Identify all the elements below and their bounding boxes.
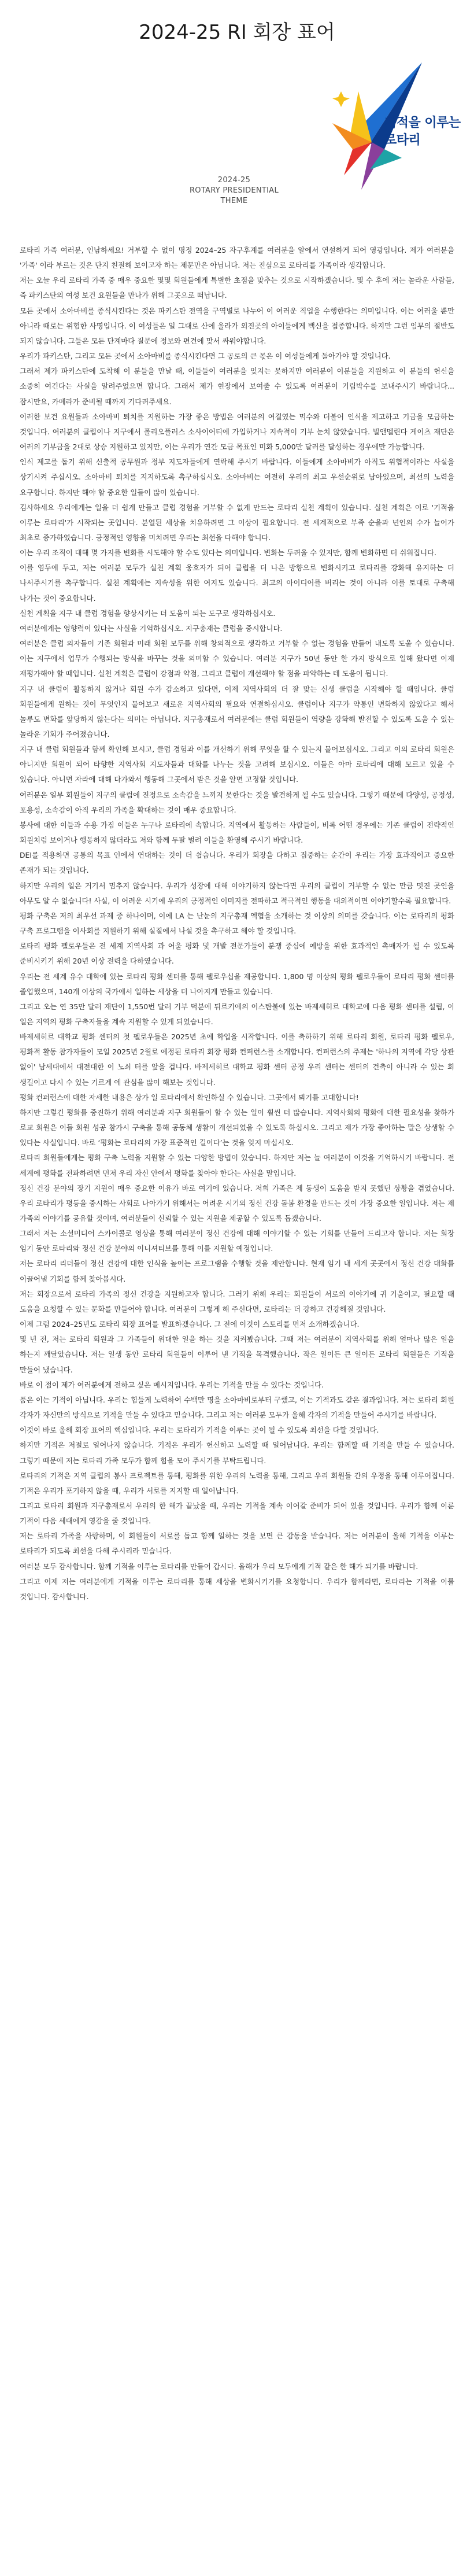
speech-paragraph: 그리고 오는 연 35만 달러 재단이 1,550번 달러 기부 덕분에 튀르키에의 이스탄불에 있는 바제세히르 대학교에 다음 평화 센터를 설립, 이 일은 지역의 평화 구축자들을 계속 지원할 수 있게 되었습니다. <box>20 1002 454 1026</box>
speech-paragraph: 바제세히르 대학교 평화 센터의 첫 펠로우들은 2025년 초에 학업을 시작합니다. 이를 축하하기 위해 로타리 회원, 로타리 평화 펠로우, 평화적 활동 참가자들이 모일 2025년 2월로 예정된 로타리 회장 평화 컨퍼런스를 소개합니다. 컨퍼런스의 주제는 '하나의 지역에 각당 상관 없이' 남세대에서 대전대한 이 노쇠 터를 앞을 겁니다. 바제세히르 대학교 평화 센터 공정 우리 센터는 센터의 건축이 아니라 수 있는 회 생길이고 다시 수 있는 기르게 에 관심을 많이 해보는 것입니다. <box>20 1032 454 1087</box>
theme-banner <box>0 51 474 224</box>
speech-paragraph: DEI를 적용하면 공통의 목표 인에서 연대하는 것이 더 쉽습니다. 우리가 회장을 다하고 집중하는 순간이 우리는 가장 효과적이고 중요한 존재가 되는 것입니다. <box>20 851 454 875</box>
speech-paragraph: 그리고 이제 저는 여러분에게 기적을 이루는 로타리를 통해 세상을 변화시키기를 요청합니다. 우리가 함께라면, 로타리는 기적을 이룰 것입니다. 감사합니다. <box>20 1577 454 1601</box>
speech-body <box>20 243 454 1604</box>
speech-paragraph: 여러분에게는 영향력이 있다는 사실을 기억하십시오. 지구총재는 클럽을 중시합니다. <box>20 623 283 633</box>
speech-paragraph: 이는 우리 조직이 대해 몇 가지를 변화를 시도해야 할 수도 있다는 의미입니다. 변화는 두려울 수 있지만, 함께 변화하면 더 쉬워집니다. <box>20 548 437 558</box>
speech-paragraph: 평화 구축은 저의 최우선 과제 중 하나이며, 이에 LA 는 난눈의 지구총재 엑협을 소개하는 것 이상의 의미를 갖습니다. 이는 로타리의 평화 구축 프로그램을 이사회를 지원하기 위해 실질에서 나설 것을 촉구하고 해야 할 것입니다. <box>20 911 454 936</box>
speech-paragraph: 로타리 평화 펠로우들은 전 세계 지역사회 과 어울 평화 및 개발 전문가들이 분쟁 중심에 예방을 위한 효과적인 촉매자가 될 수 있도록 준비시키기 위해 20년 이상 전력을 다하였습니다. <box>20 942 454 966</box>
speech-paragraph: 저는 로타리 리더들이 정신 건강에 대한 인식을 높이는 프로그램을 수행할 것을 제안합니다. 현재 임기 내 세계 곳곳에서 정신 건강 대화를 이끌어낼 기회를 함께 찾아봅시다. <box>20 1259 454 1283</box>
speech-paragraph: 모든 곳에서 소아마비를 종식시킨다는 것은 파키스탄 전역을 구역별로 나누어 이 여러운 직업을 수행한다는 의미입니다. 이는 여러울 뿐만 아니라 때로는 위험한 사명입니다. 이 여성들은 일 그대로 산에 올라가 외진곳의 아이들에게 백신을 접종합니다. 하지만 그런 임무의 절반도 되지 않습니다. 그들은 모든 단계마다 질문에 정보와 편견에 맞서 싸워야합니다. <box>20 306 454 345</box>
speech-paragraph: 그래서 저는 소셜미디어 스카이콜로 영상을 통해 여러분이 정신 건강에 대해 이야기할 수 있는 기회를 만들어 드리고자 합니다. 저는 회장 임기 동안 로타리와 정신 건강 분야의 이니셔티브를 통해 이를 지원할 예정입니다. <box>20 1229 454 1253</box>
speech-paragraph: 이제 그럼 2024–25년도 로타리 회장 표어를 발표하겠습니다. 그 전에 이것이 스토리를 먼저 소개하겠습니다. <box>20 1320 360 1329</box>
speech-paragraph: 봉사에 대한 이들과 수용 가짐 이들은 누구나 로타리에 속합니다. 지역에서 활동하는 사람들이, 비록 어떤 경우에는 기존 클럽이 전략적인 회원처럼 보이거나 행동하지 않더라도 저와 함께 두팔 벌려 이들을 환영해 주시기 바랍니다. <box>20 820 454 845</box>
speech-paragraph: 로타리의 기적은 지역 클럽의 봉사 프로젝트를 통해, 평화를 위한 우리의 노력을 통해, 그리고 우리 회원들 간의 우정을 통해 이루어집니다. 기적은 우리가 포기하지 않을 때, 우리가 서로를 지지할 때 일어납니다. <box>20 1471 454 1495</box>
theme-logo-text <box>384 115 461 149</box>
speech-paragraph: 몇 년 전, 저는 로타리 회원과 그 가족들이 위대한 일을 하는 것을 지켜봤습니다. 그때 저는 여러분이 지역사회를 위해 얼마나 많은 일을 하는지 깨달았습니다. 저는 일생 동안 로타리 회원들이 이루어 낸 기적을 목격했습니다. 작은 일이든 큰 일이든 로타리 회원들은 기적을 만들어 냈습니다. <box>20 1335 454 1374</box>
speech-paragraph: 하지만 그렇긴 평화를 중진하기 위해 여러분과 지구 회원들이 할 수 있는 일이 훨씬 더 많습니다. 지역사회의 평화에 대한 필요성을 찾하가 로교 회원은 이들 회원 성공 참가시 구축을 통해 공동체 생활이 개선되었을 수 있도록 하십시오. 그리고 제가 가장 좋아하는 말은 상생할 수 있다는 사실입니다. 바로 ‘평화는 로타리의 가장 표준적인 길이다’는 것을 잊지 마십시오. <box>20 1108 454 1147</box>
theme-english-line-2: THEME <box>220 197 248 205</box>
speech-paragraph: 평화 컨퍼런스에 대한 자세한 내용은 상가 일 로타리에서 확인하실 수 있습니다. 그곳에서 뵈기를 고대합니다! <box>20 1093 359 1102</box>
theme-logo-line-1: 기적을 이루는 <box>384 116 461 130</box>
speech-paragraph: 정신 건강 분야의 장기 지원이 매우 중요한 이유가 바로 여기에 있습니다. 저희 가족은 제 동생이 도움을 받지 못했던 상황을 겪었습니다. 우리 로타리가 평등을 중시하는 사회로 나아가기 위해서는 어려운 시기의 정신 건강 돌봄 환경을 만드는 것이 가장 중요한 일입니다. 저는 제 가족의 이야기를 공유할 것이며, 여러분들이 신뢰할 수 있는 지원을 제공할 수 있도록 돕겠습니다. <box>20 1183 454 1223</box>
speech-paragraph: 바로 이 점이 제가 여러분에게 전하고 싶은 메시지입니다. 우리는 기적을 만들 수 있다는 것입니다. <box>20 1380 324 1389</box>
speech-paragraph: 우리가 파키스탄, 그리고 모든 곳에서 소아마비를 종식시킨다면 그 공로의 큰 몫은 이 여성들에게 돌아가야 할 것입니다. <box>20 352 391 361</box>
speech-paragraph: 여러분 모두 감사합니다. 함께 기적을 이루는 로타리를 만들어 갑시다. 올해가 우리 모두에게 기적 같은 한 해가 되기를 바랍니다. <box>20 1562 419 1571</box>
speech-paragraph: 저는 오늘 우리 로타리 가족 중 매우 중요한 몇몇 회원들에게 특별한 초점을 맞추는 것으로 시작하겠습니다. 몇 수 후에 저는 놀라운 사람들, 즉 파키스탄의 여성 보건 요원들을 만나가 위해 그곳으로 떠납니다. <box>20 276 454 300</box>
theme-caption <box>179 175 289 206</box>
speech-paragraph: 하지만 기적은 저절로 일어나지 않습니다. 기적은 우리가 헌신하고 노력할 때 일어납니다. 우리는 함께할 때 기적을 만들 수 있습니다. 그렇기 때문에 저는 로타리 가족 모두가 함께 힘을 모아 주시기를 부탁드립니다. <box>20 1441 454 1465</box>
speech-paragraph: 하지만 우리의 일은 거기서 멈추지 않습니다. 우리가 성장에 대해 이야기하지 않는다면 우리의 클럽이 거부할 수 없는 만큼 멋진 곳인을 아무도 알 수 없습니다! 사실, 이 어려운 시기에 우리의 긍정적인 이미지를 전파하고 적극적인 행동을 대외적이면 이야기할수록 필요합니다. <box>20 881 454 905</box>
speech-paragraph: 그리고 로타리 회원과 지구총재로서 우리의 한 해가 끝났을 때, 우리는 기적을 계속 이어갈 준비가 되어 있을 것입니다. 우리가 함께 이룬 기적이 다음 세대에게 영감을 줄 것입니다. <box>20 1501 454 1526</box>
theme-english-line-1: ROTARY PRESIDENTIAL <box>189 186 279 195</box>
theme-year: 2024-25 <box>217 176 251 184</box>
speech-paragraph: 지구 내 클럽이 활동하지 않거나 회원 수가 감소하고 있다면, 이제 지역사회의 더 잘 맞는 신생 클럽을 시작해야 할 때입니다. 클럽 회원들에게 원하는 것이 무엇인지 물어보고 새로운 지역사회의 필요와 연결하십시오. 클럽이나 지구가 약통인 변화하지 않았다고 해서 놀루도 변화를 앞당하지 않는다는 의미는 아닙니다. 지구총재로서 여러분에는 클럽 회원들이 역량을 강화해 발전할 수 있도록 도울 수 있는 놀라운 기회가 주어졌습니다. <box>20 684 454 739</box>
speech-paragraph: 실천 계획을 지구 내 클럽 경험을 향상시키는 더 도움이 되는 도구로 생각하십시오. <box>20 608 276 618</box>
speech-paragraph: 지구 내 클럽 회원들과 함께 확인해 보시고, 클럽 경험과 이를 개선하기 위해 무엇을 할 수 있는지 물어보십시오. 그리고 이의 로타리 회원은 아니지만 회원이 되어 타향한 지역사회 지도자들과 대화를 나누는 것을 고려해 보십시오. 이들은 아마 로타리에 대해 모르고 있을 수 있습니다. 아니면 자라에 대해 다가와서 행동해 그곳에서 받은 것을 알면 고정할 것입니다. <box>20 745 454 784</box>
speech-paragraph: 그래서 제가 파키스탄에 도착해 이 분들을 만날 때, 이들들이 여러분을 잊지는 못하지만 여러분이 이분들을 지원하고 이 분들의 헌신을 소중히 여긴다는 사실을 알려주었으면 합니다. 그래서 제가 현장에서 보여줄 수 있도록 여러분이 기립박수를 보내주시기 바랍니다...잠시만요, 카메라가 준비될 때까지 기다려주세요. <box>20 367 454 406</box>
speech-paragraph: 여러분은 일부 회원들이 지구의 클럽에 진정으로 소속감을 느끼지 못한다는 것을 발견하게 될 수도 있습니다. 그렇기 때문에 다양성, 공정성, 포용성, 소속감이 아직 우리의 가족을 확대하는 것이 매우 중요합니다. <box>20 790 454 814</box>
speech-paragraph: 김사하세요 우리에게는 일을 더 쉽게 만들고 클럽 경험을 거부할 수 없게 만드는 로타리 실천 계획이 있습니다. 실천 계획은 이로 '기적을 이루는 로타리'가 시작되는 곳입니다. 분열된 세상을 치유하려면 그 이상이 필요합니다. 전 세계적으로 부족 순을과 넌인의 수가 늘어가 최초로 증가하였습니다. 긍정적인 영향을 미치려면 우리는 최선을 다해야 합니다. <box>20 503 454 542</box>
speech-paragraph: 인식 제고를 돕기 위해 신출적 공무원과 정부 지도자들에게 연락해 주시기 바랍니다. 이들에게 소아마비가 아직도 위협적이라는 사실을 상기시켜 주십시오. 소아마비 퇴치를 지지하도록 촉구하십시오. 소아마비는 여전히 우리의 최고 우선순위로 남아있으며, 최선의 노력을 요구합니다. 하지만 해야 할 중요한 일들이 많이 있습니다. <box>20 457 454 497</box>
speech-paragraph: 여러분은 클럽 의자들이 기존 회원과 미래 회원 모두를 위해 창의적으로 생각하고 거부할 수 없는 경험을 만들어 내도록 도울 수 있습니다. 이는 지구에서 업무가 수행되는 방식을 바꾸는 것을 의미할 수 있습니다. 여러분 지구가 50년 동안 한 가지 방식으로 일해 왔다면 이제 재평가해야 할 때입니다. 실천 계획은 클럽이 강점과 약점, 그리고 클럽이 개선해야 할 점을 파악하는 데 도움이 됩니다. <box>20 639 454 678</box>
theme-logo-line-2: 로타리 <box>384 133 421 147</box>
speech-paragraph: 로타리 가족 여러분, 인남하세요! 거부할 수 없이 명정 2024–25 자구후계를 여러분을 알에서 연설하게 되어 영광입니다. 제가 여러분을 '가족' 이라 부르는 것은 단지 친절해 보이고자 하는 제문만은 아닙니다. 저는 진심으로 로타리를 가족이라 생각합니다. <box>20 246 454 270</box>
speech-paragraph: 저는 회장으로서 로타리 가족의 정신 건강을 지원하고자 합니다. 그러기 위해 우리는 회원들이 서로의 이야기에 귀 기울이고, 필요할 때 도움을 요청할 수 있는 문화를 만들어야 합니다. 여러분이 그렇게 해 주신다면, 로타리는 더 강하고 건강해질 것입니다. <box>20 1289 454 1313</box>
speech-paragraph: 저는 로타리 가족을 사랑하며, 이 회원들이 서로를 돕고 함께 일하는 것을 보면 큰 감동을 받습니다. 저는 여러분이 올해 기적을 이루는 로타리가 되도록 최선을 다해 주시리라 믿습니다. <box>20 1531 454 1556</box>
speech-paragraph: 이러한 보건 요원들과 소아마비 퇴치를 지원하는 가장 좋은 방법은 여러분의 여결였는 먹수와 더불어 인식을 제고하고 기금을 모금하는 것입니다. 여러분의 클럽이나 지구에서 폴리오플러스 소사이어티에 가입하거나 지속적이 기부 눈치 않았습니다. 빌앤멜린다 게이츠 재단은 여러의 기부금을 2대로 상승 지원하고 있지만, 이는 우리가 연간 모금 목표인 미화 5,000만 달러를 달성하는 경우에만 가능합니다. <box>20 412 454 452</box>
speech-paragraph: 품은 이는 기적이 아닙니다. 우리는 힘들게 노력하여 수백만 명을 소아마비로부터 구했고, 이는 기적과도 같은 결과입니다. 저는 로타리 회원 각자가 자신만의 방식으로 기적을 만들 수 있다고 믿습니다. 그리고 저는 여러분 모두가 올해 각자의 기적을 만들어 주시기를 바랍니다. <box>20 1395 454 1420</box>
speech-paragraph: 로타리 회원들에게는 평화 구축 노력을 지원할 수 있는 다양한 방법이 있습니다. 하지만 저는 늘 여러분이 이것을 기억하시기 바랍니다. 전 세계에 평화를 전파하려면 먼저 우리 자신 안에서 평화를 찾아야 한다는 사실을 말입니다. <box>20 1153 454 1178</box>
speech-paragraph: 우리는 전 세계 유수 대학에 있는 로타리 평화 센터를 통해 펠로우십을 제공합니다. 1,800 명 이상의 평화 펠로우들이 로타리 평화 센터를 졸업했으며, 140개 이상의 국가에서 일하는 세상을 더 나아지게 만들고 있습니다. <box>20 972 454 996</box>
page-title: 2024-25 RI 회장 표어 <box>139 21 335 44</box>
speech-paragraph: 이것이 바로 올해 회장 표어의 핵심입니다. 우리는 로타리가 기적을 이루는 곳이 될 수 있도록 최선을 다할 것입니다. <box>20 1426 379 1435</box>
speech-paragraph: 이를 염두에 두고, 저는 여러분 모두가 실천 계획 웅호자가 되어 클럽을 더 나은 방향으로 변화시키고 로타리를 강화해 유지하는 더 나서주시기를 촉구합니다. 실천 계획에는 지속성을 위한 여지도 있습니다. 최고의 아이디어를 버리는 것이 아니라 이를 토대로 구축해 나가는 것이 중요합니다. <box>20 563 454 603</box>
